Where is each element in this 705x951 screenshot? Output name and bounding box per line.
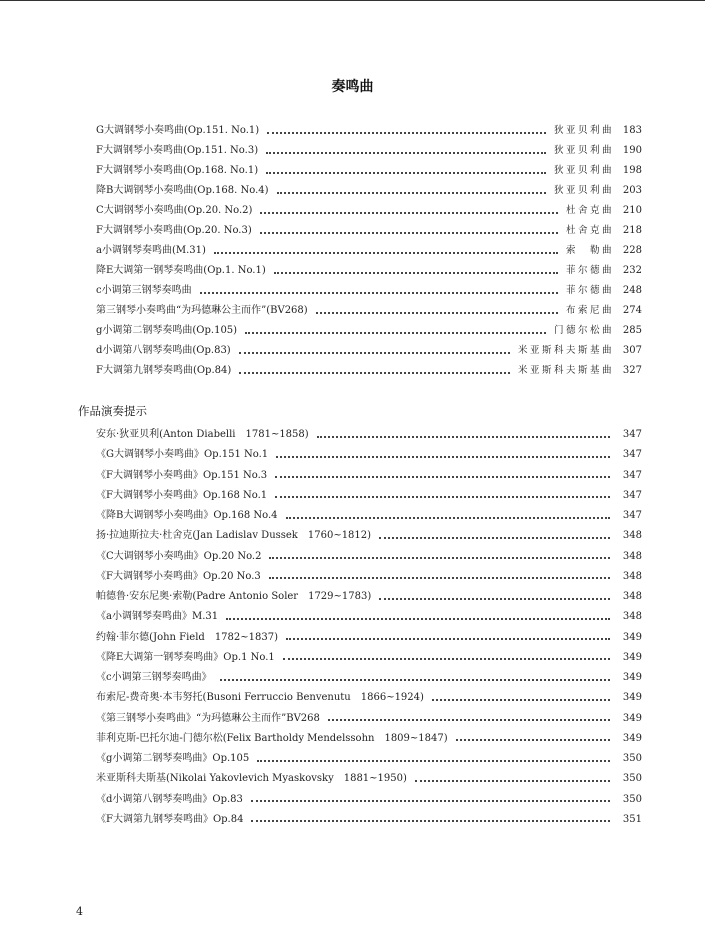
dot-leader (245, 331, 546, 334)
toc-entry (96, 221, 642, 241)
toc-entry-title: g小调第二钢琴奏鸣曲(Op.105) (96, 325, 238, 336)
toc-entry-title: 帕德鲁·安东尼奥·索勒(Padre Antonio Soler 1729~1783) (96, 591, 372, 602)
toc-entry-composer: 杜舍克曲 (565, 205, 614, 216)
toc-entry (96, 466, 642, 486)
dot-leader (286, 516, 610, 519)
dot-leader (317, 435, 610, 438)
toc-entry-composer: 菲尔德曲 (565, 265, 614, 276)
toc-entry-page: 210 (622, 205, 642, 216)
dot-leader (432, 698, 610, 701)
toc-entry-title: 《a小调钢琴奏鸣曲》M.31 (96, 611, 219, 623)
toc-entry-composer: 门德尔松曲 (553, 325, 614, 336)
toc-entry (96, 648, 642, 668)
toc-entry-title: 《c小调第三钢琴奏鸣曲》 (96, 672, 212, 683)
toc-entry-page: 183 (622, 125, 642, 136)
toc-entry (96, 749, 642, 769)
toc-entry (96, 281, 642, 301)
toc-entry-page: 349 (622, 712, 642, 724)
toc-entry (96, 769, 642, 789)
page-number: 4 (76, 905, 83, 918)
toc-entry-title: 米亚斯科夫斯基(Nikolai Yakovlevich Myaskovsky 1881~1950) (96, 773, 407, 785)
dot-leader (266, 151, 546, 154)
toc-entry-composer: 狄亚贝利曲 (553, 145, 614, 156)
toc-entry (96, 790, 642, 810)
notes-section-heading: 作品演奏提示 (78, 404, 147, 418)
toc-entry (96, 810, 642, 830)
toc-entry-title: 约翰·菲尔德(John Field 1782~1837) (96, 631, 279, 643)
dot-leader (251, 819, 610, 822)
toc-entry-page: 327 (622, 365, 642, 376)
toc-entry-title: F大调钢琴小奏鸣曲(Op.151. No.3) (96, 145, 259, 156)
toc-entry-title: d小调第八钢琴奏鸣曲(Op.83) (96, 345, 231, 356)
toc-entry (96, 729, 642, 749)
toc-entry-page: 348 (622, 611, 642, 623)
toc-entry (96, 161, 642, 181)
toc-entry-page: 350 (622, 793, 642, 805)
toc-entry (96, 121, 642, 141)
toc-entry (96, 709, 642, 729)
toc-entry (96, 425, 642, 445)
toc-entry-title: c小调第三钢琴奏鸣曲 (96, 285, 192, 296)
section-title: 奏鸣曲 (331, 79, 374, 95)
dot-leader (456, 738, 610, 741)
toc-entry (96, 141, 642, 161)
toc-entry (96, 567, 642, 587)
toc-entry (96, 486, 642, 506)
toc-entry-page: 347 (622, 489, 642, 501)
toc-entry-page: 203 (622, 185, 642, 196)
dot-leader (239, 351, 510, 354)
toc-entry-title: 《G大调钢琴小奏鸣曲》Op.151 No.1 (96, 449, 269, 461)
dot-leader (275, 495, 610, 498)
toc-entry-page: 348 (622, 570, 642, 582)
toc-entry-page: 248 (622, 285, 642, 296)
toc-entry (96, 628, 642, 648)
dot-leader (277, 191, 546, 194)
toc-entry-page: 232 (622, 265, 642, 276)
toc-entry-page: 349 (622, 732, 642, 744)
toc-entry-composer: 布索尼曲 (565, 305, 614, 316)
toc-entry (96, 547, 642, 567)
toc-entry-title: 《C大调钢琴小奏鸣曲》Op.20 No.2 (96, 550, 262, 562)
toc-entry (96, 361, 642, 381)
toc-entry-title: a小调钢琴奏鸣曲(M.31) (96, 245, 206, 256)
toc-entry (96, 445, 642, 465)
toc-entry-title: G大调钢琴小奏鸣曲(Op.151. No.1) (96, 125, 260, 136)
toc-entry-page: 347 (622, 510, 642, 521)
dot-leader (379, 597, 610, 600)
toc-entry-page: 228 (622, 245, 642, 256)
dot-leader (200, 291, 558, 294)
toc-entry-title: 《F大调第九钢琴奏鸣曲》Op.84 (96, 813, 244, 825)
toc-entry (96, 341, 642, 361)
toc-entry-composer: 狄亚贝利曲 (553, 125, 614, 136)
toc-entry-title: 第三钢琴小奏鸣曲“为玛德琳公主而作”(BV268) (96, 305, 308, 316)
dot-leader (283, 657, 610, 660)
toc-entry-composer: 米亚斯科夫斯基曲 (517, 365, 614, 376)
toc-entry (96, 241, 642, 261)
dot-leader (286, 637, 610, 640)
toc-entry-composer: 狄亚贝利曲 (553, 185, 614, 196)
toc-entry-page: 348 (622, 550, 642, 562)
dot-leader (269, 576, 610, 579)
toc-entry (96, 526, 642, 546)
dot-leader (257, 759, 610, 762)
toc-entry (96, 201, 642, 221)
dot-leader (260, 211, 558, 214)
toc-entry-page: 347 (622, 449, 642, 461)
toc-entry-title: 《F大调钢琴小奏鸣曲》Op.151 No.3 (96, 469, 268, 481)
toc-entry-page: 350 (622, 773, 642, 785)
toc-entry-title: 菲利克斯-巴托尔迪-门德尔松(Felix Bartholdy Mendelssohn 1809~1847) (96, 732, 448, 744)
toc-entry-page: 349 (622, 692, 642, 704)
toc-entry-page: 190 (622, 145, 642, 156)
toc-entry-page: 347 (622, 469, 642, 481)
toc-entry-page: 307 (622, 345, 642, 356)
toc-entry-composer: 索 勒曲 (565, 245, 614, 256)
toc-entry-page: 349 (622, 631, 642, 643)
dot-leader (275, 475, 610, 478)
toc-entry-composer: 杜舍克曲 (565, 225, 614, 236)
toc-entry (96, 181, 642, 201)
toc-entry-page: 218 (622, 225, 642, 236)
toc-entry-page: 285 (622, 325, 642, 336)
toc-entry-page: 347 (622, 429, 642, 440)
toc-entry-page: 198 (622, 165, 642, 176)
toc-entry-page: 348 (622, 530, 642, 542)
toc-entry-title: 安东·狄亚贝利(Anton Diabelli 1781~1858) (96, 429, 309, 440)
dot-leader (415, 779, 610, 782)
toc-entry (96, 688, 642, 708)
dot-leader (379, 536, 610, 539)
toc-entry-composer: 菲尔德曲 (565, 285, 614, 296)
toc-entry-page: 350 (622, 753, 642, 764)
toc-entry-title: F大调钢琴小奏鸣曲(Op.168. No.1) (96, 165, 259, 176)
toc-entry (96, 321, 642, 341)
toc-entry-title: 《g小调第二钢琴奏鸣曲》Op.105 (96, 753, 250, 764)
toc-entry-title: F大调钢琴小奏鸣曲(Op.20. No.3) (96, 225, 252, 236)
toc-entry-title: C大调钢琴小奏鸣曲(Op.20. No.2) (96, 205, 253, 216)
toc-entry-title: 《降E大调第一钢琴奏鸣曲》Op.1 No.1 (96, 651, 275, 663)
dot-leader (266, 171, 546, 174)
toc-entry-composer: 米亚斯科夫斯基曲 (517, 345, 614, 356)
toc-entry-page: 348 (622, 591, 642, 602)
dot-leader (239, 371, 510, 374)
toc-entry-title: 《F大调钢琴小奏鸣曲》Op.20 No.3 (96, 570, 261, 582)
dot-leader (214, 251, 558, 254)
dot-leader (226, 617, 610, 620)
toc-entry-title: 降E大调第一钢琴奏鸣曲(Op.1. No.1) (96, 265, 266, 276)
toc-entry-title: F大调第九钢琴奏鸣曲(Op.84) (96, 365, 232, 376)
toc-entry-title: 扬·拉迪斯拉夫·杜舍克(Jan Ladislav Dussek 1760~1812) (96, 530, 372, 542)
dot-leader (274, 271, 558, 274)
dot-leader (316, 311, 558, 314)
toc-entry (96, 668, 642, 688)
toc-entry-page: 349 (622, 672, 642, 683)
toc-entry-title: 《d小调第八钢琴奏鸣曲》Op.83 (96, 793, 243, 805)
dot-leader (267, 131, 546, 134)
toc-entry (96, 587, 642, 607)
toc-entry-title: 《第三钢琴小奏鸣曲》“为玛德琳公主而作”BV268 (96, 712, 320, 724)
toc-entry-composer: 狄亚贝利曲 (553, 165, 614, 176)
dot-leader (328, 718, 610, 721)
dot-leader (220, 678, 610, 681)
dot-leader (276, 455, 610, 458)
toc-entry (96, 607, 642, 627)
toc-entry-page: 274 (622, 305, 642, 316)
toc-entry-title: 《降B大调钢琴小奏鸣曲》Op.168 No.4 (96, 510, 278, 521)
dot-leader (269, 556, 610, 559)
toc-entry (96, 261, 642, 281)
dot-leader (251, 799, 610, 802)
top-rule (0, 0, 705, 1)
toc-entry-page: 349 (622, 651, 642, 663)
toc-entry-page: 351 (622, 813, 642, 825)
notes-toc-list (96, 425, 642, 830)
toc-entry-title: 降B大调钢琴小奏鸣曲(Op.168. No.4) (96, 185, 269, 196)
sonata-toc-list (96, 121, 642, 381)
toc-entry (96, 506, 642, 526)
toc-entry-title: 《F大调钢琴小奏鸣曲》Op.168 No.1 (96, 489, 268, 501)
toc-entry-title: 布索尼-费奇奥·本韦努托(Busoni Ferruccio Benvenutu 1866~1924) (96, 692, 424, 704)
toc-entry (96, 301, 642, 321)
dot-leader (260, 231, 558, 234)
